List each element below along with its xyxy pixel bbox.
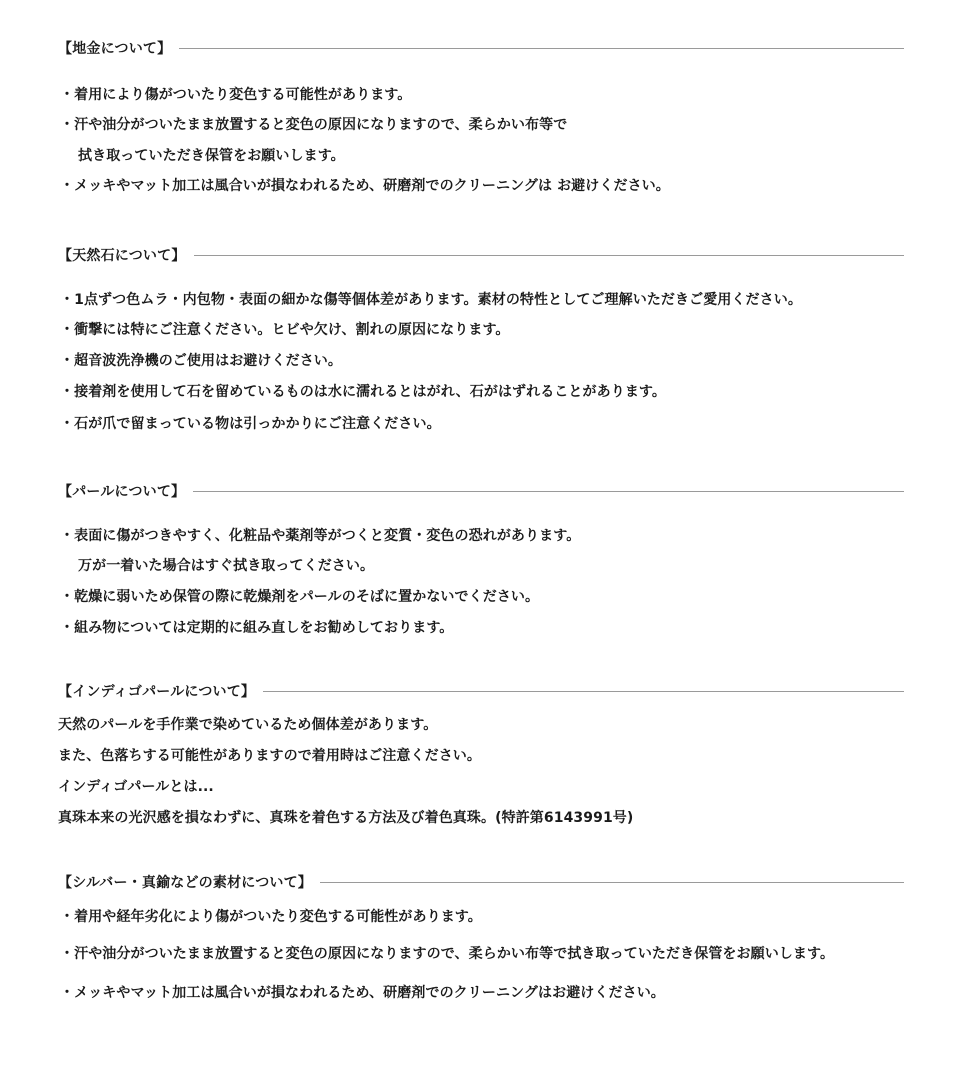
list-item: ・メッキやマット加工は風合いが損なわれるため、研磨剤でのクリーニングはお避けください。 <box>60 985 665 1001</box>
list-item: ・超音波洗浄機のご使用はお避けください。 <box>60 353 342 369</box>
list-item: ・汗や油分がついたまま放置すると変色の原因になりますので、柔らかい布等で <box>60 117 568 133</box>
list-item-continuation: 拭き取っていただき保管をお願いします。 <box>78 148 345 164</box>
list-item-continuation: 万が一着いた場合はすぐ拭き取ってください。 <box>78 558 375 574</box>
section-title: 【シルバー・真鍮などの素材について】 <box>58 875 312 891</box>
paragraph-line: 天然のパールを手作業で染めているため個体差があります。 <box>58 717 438 733</box>
paragraph-line: インディゴパールとは... <box>58 779 214 795</box>
heading-divider <box>263 691 904 692</box>
heading-divider <box>179 48 904 49</box>
list-item: ・1点ずつ色ムラ・内包物・表面の細かな傷等個体差があります。素材の特性としてご理解いただきご愛用ください。 <box>60 292 802 308</box>
list-item: ・着用により傷がついたり変色する可能性があります。 <box>60 87 412 103</box>
heading-divider <box>320 882 904 883</box>
section-title: 【パールについて】 <box>58 484 186 500</box>
paragraph-line: 真珠本来の光沢感を損なわずに、真珠を着色する方法及び着色真珠。(特許第6143991号) <box>58 810 634 826</box>
section-heading-indigo-pearl <box>58 681 904 701</box>
heading-divider <box>194 255 904 256</box>
heading-divider <box>193 491 904 492</box>
section-title: 【地金について】 <box>58 41 172 57</box>
section-heading-natural-stone <box>58 245 904 265</box>
section-title: 【インディゴパールについて】 <box>58 684 256 700</box>
list-item: ・乾燥に弱いため保管の際に乾燥剤をパールのそばに置かないでください。 <box>60 589 540 605</box>
list-item: ・汗や油分がついたまま放置すると変色の原因になりますので、柔らかい布等で拭き取っていただき保管をお願いします。 <box>60 946 835 962</box>
paragraph-line: また、色落ちする可能性がありますので着用時はご注意ください。 <box>58 748 481 764</box>
section-heading-silver-brass <box>58 872 904 892</box>
list-item: ・表面に傷がつきやすく、化粧品や薬剤等がつくと変質・変色の恐れがあります。 <box>60 528 581 544</box>
section-heading-pearl <box>58 481 904 501</box>
list-item: ・石が爪で留まっている物は引っかかりにご注意ください。 <box>60 416 441 432</box>
list-item: ・接着剤を使用して石を留めているものは水に濡れるとはがれ、石がはずれることがあります。 <box>60 384 667 400</box>
list-item: ・組み物については定期的に組み直しをお勧めしております。 <box>60 620 454 636</box>
list-item: ・着用や経年劣化により傷がついたり変色する可能性があります。 <box>60 909 482 925</box>
list-item: ・メッキやマット加工は風合いが損なわれるため、研磨剤でのクリーニングは お避けください。 <box>60 178 670 194</box>
section-title: 【天然石について】 <box>58 248 186 264</box>
list-item: ・衝撃には特にご注意ください。ヒビや欠け、割れの原因になります。 <box>60 322 510 338</box>
section-heading-jigane <box>58 38 904 58</box>
